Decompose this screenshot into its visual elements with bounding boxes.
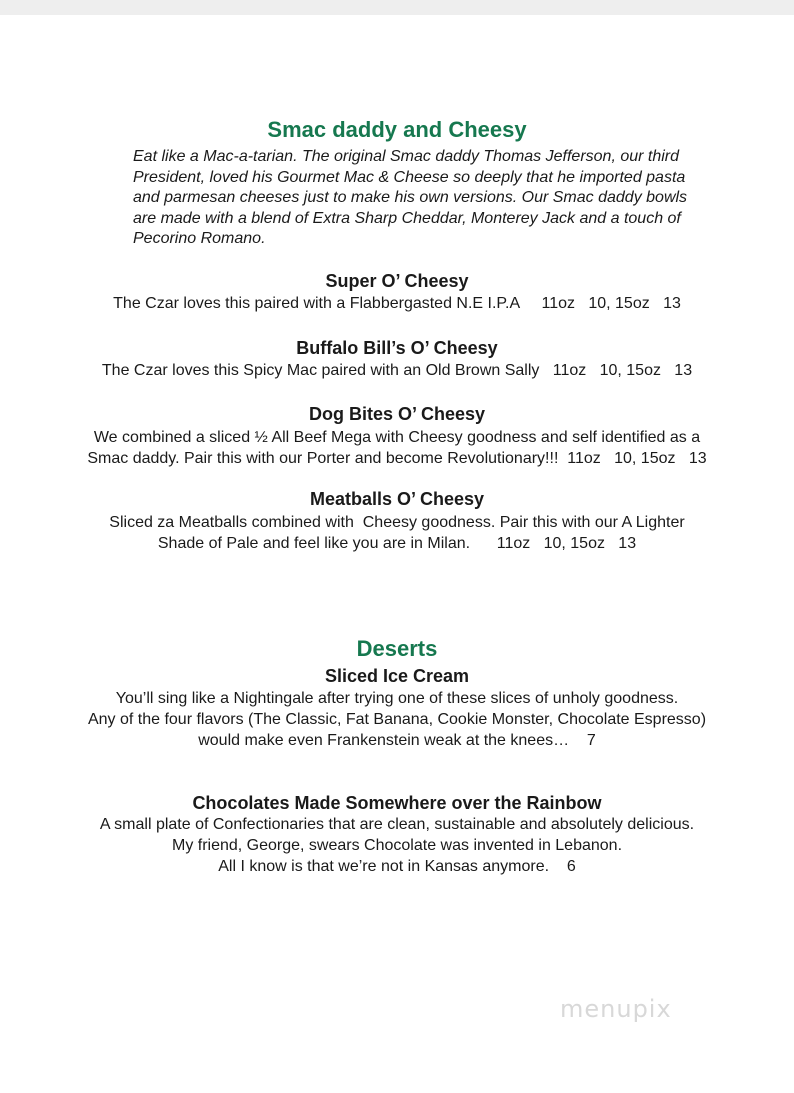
intro-line: are made with a blend of Extra Sharp Cheddar, Monterey Jack and a touch of bbox=[133, 209, 681, 227]
desc-line: You’ll sing like a Nightingale after trying one of these slices of unholy goodness. bbox=[115, 690, 679, 707]
intro-line: Eat like a Mac-a-tarian. The original Smac daddy Thomas Jefferson, our third bbox=[133, 148, 680, 165]
item-desc-super-cheesy bbox=[40, 293, 754, 314]
desc-line: My friend, George, swears Chocolate was invented in Lebanon. bbox=[171, 837, 623, 854]
item-desc-meatballs bbox=[40, 512, 754, 554]
desc-line: The Czar loves this Spicy Mac paired with an Old Brown Sally 11oz 10, 15oz 13 bbox=[101, 362, 693, 379]
desc-line: A small plate of Confectionaries that are clean, sustainable and absolutely delicious. bbox=[99, 816, 695, 833]
item-desc-buffalo-bill bbox=[40, 360, 754, 381]
desc-line: Shade of Pale and feel like you are in Milan. 11oz 10, 15oz 13 bbox=[157, 535, 637, 552]
item-title-sliced-ice-cream: Sliced Ice Cream bbox=[324, 666, 470, 686]
mac-intro bbox=[133, 147, 733, 250]
item-title-super-cheesy: Super O’ Cheesy bbox=[325, 271, 469, 291]
item-desc-chocolates bbox=[40, 814, 754, 877]
menupix-watermark: menupix bbox=[560, 995, 672, 1023]
desc-line: Sliced za Meatballs combined with Cheesy goodness. Pair this with our A Lighter bbox=[109, 514, 685, 531]
item-desc-dog-bites bbox=[40, 427, 754, 469]
desc-line: Smac daddy. Pair this with our Porter and become Revolutionary!!! 11oz 10, 15oz 13 bbox=[87, 450, 707, 467]
desc-line: We combined a sliced ½ All Beef Mega with Cheesy goodness and self identified as a bbox=[93, 429, 701, 446]
item-title-meatballs: Meatballs O’ Cheesy bbox=[309, 489, 485, 509]
item-title-dog-bites: Dog Bites O’ Cheesy bbox=[308, 404, 486, 424]
intro-line: President, loved his Gourmet Mac & Cheese so deeply that he imported pasta bbox=[133, 168, 686, 186]
item-title-buffalo-bill: Buffalo Bill’s O’ Cheesy bbox=[296, 338, 498, 358]
desc-line: Any of the four flavors (The Classic, Fat Banana, Cookie Monster, Chocolate Espresso) bbox=[87, 711, 707, 728]
item-desc-sliced-ice-cream bbox=[40, 688, 754, 751]
deserts-section-title: Deserts bbox=[356, 636, 438, 661]
desc-line: All I know is that we’re not in Kansas anymore. 6 bbox=[218, 858, 576, 875]
intro-line: and parmesan cheeses just to make his own versions. Our Smac daddy bowls bbox=[133, 189, 688, 206]
intro-line: Pecorino Romano. bbox=[133, 230, 266, 247]
desc-line: would make even Frankenstein weak at the knees… 7 bbox=[198, 732, 596, 749]
mac-section-title: Smac daddy and Cheesy bbox=[267, 117, 527, 142]
desc-line: The Czar loves this paired with a Flabbergasted N.E I.P.A 11oz 10, 15oz 13 bbox=[113, 295, 681, 312]
item-title-chocolates: Chocolates Made Somewhere over the Rainbow bbox=[192, 793, 602, 813]
